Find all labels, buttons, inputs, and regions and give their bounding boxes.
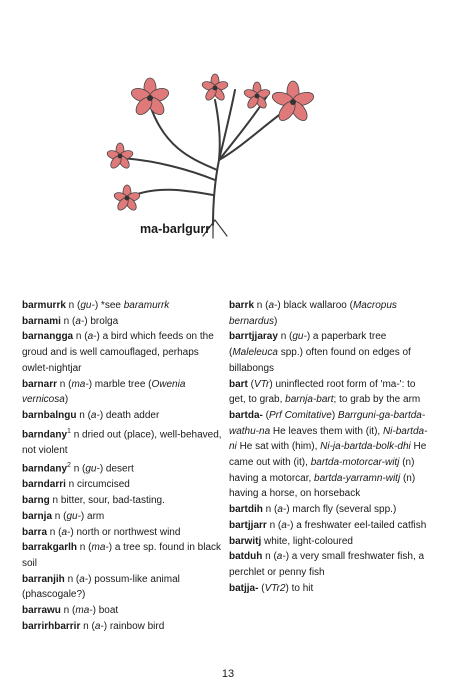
- dictionary-entry: [229, 581, 434, 597]
- entry-italic-text: a-: [79, 573, 89, 585]
- dictionary-entry: [22, 493, 222, 509]
- entry-text: ) a very small freshwater fish, a perchlet or penny fish: [229, 551, 425, 578]
- entry-italic-text: ma-: [91, 542, 109, 554]
- entry-italic-text: a-: [281, 519, 291, 531]
- entry-text: n (: [47, 526, 62, 538]
- illustration-caption: ma-barlgurr: [140, 222, 211, 236]
- entry-text: He came out with (it),: [229, 441, 427, 469]
- entry-homonym-number: 1: [67, 427, 71, 435]
- entry-italic-text: Owenia vernicosa: [22, 378, 186, 406]
- dictionary-entry: [229, 518, 434, 534]
- entry-text: ): [331, 409, 338, 421]
- entry-text: ) a freshwater eel-tailed catfish: [290, 519, 427, 531]
- dictionary-entry: [22, 458, 222, 477]
- dictionary-entry: [229, 549, 434, 580]
- entry-italic-text: Ni-ja-bartda-bolk-dhi: [320, 441, 411, 453]
- entry-headword: barnangga: [22, 331, 74, 343]
- entry-italic-text: Barrguni-ga-bartda-wathu-na: [229, 409, 426, 437]
- entry-headword: bart: [229, 378, 248, 390]
- entry-italic-text: a-: [75, 315, 85, 327]
- entry-text: (n) having a motorcar,: [229, 457, 415, 484]
- entry-text: ) a bird which feeds on the groud and is well camouflaged, perhaps owlet-nightjar: [22, 331, 214, 374]
- entry-italic-text: a-: [276, 551, 286, 563]
- entry-text: n (: [64, 573, 80, 585]
- entry-text: n (: [65, 300, 81, 311]
- entry-text: (: [247, 378, 255, 390]
- entry-text: n (: [52, 510, 67, 522]
- entry-text: ) black wallaroo (: [277, 300, 353, 311]
- entry-text: white, light-coloured: [261, 535, 353, 547]
- entry-italic-text: Prf Comitative: [269, 409, 332, 421]
- entry-text: n (: [60, 315, 76, 327]
- entry-headword: barndarri: [22, 479, 66, 491]
- entry-text: (n) having a horse, on horseback: [229, 472, 416, 500]
- entry-headword: barrk: [229, 300, 255, 311]
- entry-text: n (: [277, 331, 293, 343]
- entry-headword: barndany: [22, 428, 68, 440]
- entry-headword: barwitj: [229, 535, 262, 547]
- entry-text: ) uninflected root form of 'ma-': to get, to grab,: [229, 378, 416, 406]
- entry-text: n dried out (place), well-behaved, not violent: [22, 428, 222, 456]
- entry-text: n (: [73, 331, 88, 343]
- entry-headword: barng: [22, 495, 50, 507]
- entry-text: ): [274, 315, 278, 327]
- dictionary-entry: [22, 619, 222, 635]
- dictionary-column-left: [22, 298, 222, 634]
- entry-text: spp.) often found on edges of billabongs: [229, 347, 411, 374]
- entry-homonym-number: 2: [67, 462, 71, 470]
- entry-text: ) brolga: [84, 315, 119, 327]
- entry-italic-text: Macropus bernardus: [229, 300, 397, 327]
- entry-text: ) boat: [92, 605, 119, 617]
- entry-headword: bartda-: [229, 409, 263, 421]
- entry-headword: barrakgarlh: [22, 542, 78, 554]
- dictionary-entry: [22, 408, 222, 424]
- entry-italic-text: VTr: [254, 378, 270, 390]
- entry-headword: bartjjarr: [229, 519, 267, 531]
- entry-text: n (: [262, 551, 277, 563]
- entry-text: n (: [254, 300, 269, 311]
- dictionary-entry: [22, 329, 222, 376]
- entry-headword: barnarr: [22, 378, 58, 390]
- entry-text: ) to hit: [285, 582, 314, 594]
- dictionary-entry: [229, 298, 434, 329]
- entry-text: n (: [60, 605, 76, 617]
- dictionary-entry: [22, 377, 222, 408]
- entry-headword: barrtjjaray: [229, 331, 278, 343]
- entry-headword: barrawu: [22, 605, 61, 617]
- dictionary-entry: [229, 377, 434, 408]
- entry-headword: barra: [22, 526, 48, 538]
- dictionary-entry: [22, 424, 222, 459]
- entry-italic-text: gu-: [80, 300, 95, 311]
- entry-text: ) arm: [80, 510, 105, 522]
- dictionary-entry: [229, 408, 434, 502]
- entry-text: ) desert: [99, 463, 134, 475]
- entry-text: ) a paperbark tree (: [229, 331, 387, 359]
- entry-italic-text: gu-: [292, 331, 307, 343]
- entry-italic-text: a-: [268, 300, 278, 311]
- entry-text: n (: [80, 620, 95, 632]
- entry-text: He sat with (him),: [236, 441, 321, 453]
- entry-headword: bartdih: [229, 504, 263, 516]
- dictionary-entry: [22, 509, 222, 525]
- entry-text: n (: [77, 542, 92, 554]
- entry-text: ): [64, 394, 69, 406]
- entry-text: n (: [262, 504, 278, 516]
- entry-headword: barnja: [22, 510, 53, 522]
- entry-text: He leaves them with (it),: [270, 425, 383, 437]
- entry-italic-text: VTr2: [264, 582, 286, 594]
- entry-headword: batduh: [229, 551, 263, 563]
- entry-italic-text: gu-: [66, 510, 81, 522]
- entry-headword: barnbalngu: [22, 409, 77, 421]
- entry-text: n (: [266, 519, 282, 531]
- entry-headword: barmurrk: [22, 300, 66, 311]
- entry-text: ; to grab by the arm: [333, 394, 421, 406]
- dictionary-entry: [22, 540, 222, 571]
- entry-text: ) *see: [94, 300, 124, 311]
- entry-text: (: [258, 582, 265, 594]
- flower-illustration: [95, 60, 335, 240]
- entry-text: ) rainbow bird: [103, 620, 165, 632]
- entry-italic-text: a-: [61, 526, 71, 538]
- entry-headword: barnami: [22, 315, 61, 327]
- entry-text: ) marble tree (: [88, 378, 152, 390]
- entry-headword: barndany: [22, 463, 68, 475]
- entry-text: ) a tree sp. found in black soil: [22, 542, 222, 569]
- dictionary-entry: [229, 502, 434, 518]
- dictionary-entry: [22, 477, 222, 493]
- dictionary-entry: [22, 298, 222, 314]
- dictionary-entry: [22, 572, 222, 603]
- dictionary-entry: [22, 525, 222, 541]
- entry-text: ) possum-like animal (phascogale?): [22, 573, 180, 601]
- entry-headword: barranjih: [22, 573, 65, 585]
- entry-text: ) march fly (several spp.): [286, 504, 397, 516]
- entry-headword: barrirhbarrir: [22, 620, 81, 632]
- entry-italic-text: baramurrk: [123, 300, 170, 311]
- entry-italic-text: Maleleuca: [232, 347, 278, 359]
- entry-text: n (: [57, 378, 72, 390]
- entry-italic-text: bartda-motorcar-witj: [310, 457, 400, 469]
- dictionary-entry: [22, 603, 222, 619]
- entry-text: (: [262, 409, 270, 421]
- entry-text: n bitter, sour, bad-tasting.: [49, 495, 165, 507]
- entry-italic-text: bartda-yarramn-witj: [314, 472, 401, 484]
- dictionary-column-right: [229, 298, 434, 596]
- entry-text: ) death adder: [99, 409, 160, 421]
- dictionary-entry: [229, 329, 434, 376]
- dictionary-entry: [22, 314, 222, 330]
- entry-italic-text: Ni-bartda-ni: [229, 425, 428, 453]
- entry-italic-text: ma-: [75, 605, 93, 617]
- dictionary-entry: [229, 534, 434, 550]
- entry-italic-text: barnja-bart: [285, 394, 334, 406]
- entry-italic-text: a-: [90, 409, 100, 421]
- page-number: 13: [221, 668, 235, 680]
- entry-italic-text: a-: [87, 331, 97, 343]
- flower-cluster: [106, 74, 315, 212]
- entry-italic-text: ma-: [71, 378, 89, 390]
- entry-text: ) north or northwest wind: [70, 526, 181, 538]
- entry-text: n (: [70, 463, 86, 475]
- entry-italic-text: a-: [94, 620, 104, 632]
- entry-text: n (: [76, 409, 91, 421]
- entry-italic-text: a-: [277, 504, 287, 516]
- entry-text: n circumcised: [65, 479, 130, 491]
- entry-headword: batjja-: [229, 582, 259, 594]
- entry-italic-text: gu-: [85, 463, 100, 475]
